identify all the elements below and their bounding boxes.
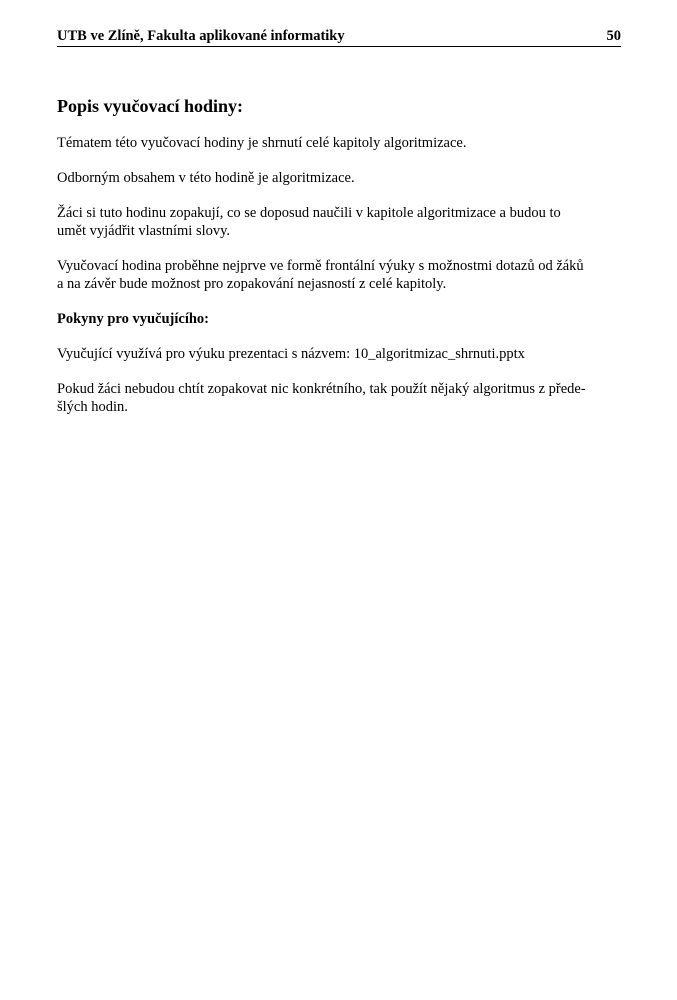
paragraph-presentation: Vyučující využívá pro výuku prezentaci s názvem: 10_algoritmizac_shrnuti.pptx	[57, 346, 525, 362]
paragraph-format: Vyučovací hodina proběhne nejprve ve formě frontální výuky s možnostmi dotazů od žáků a na závěr bude možnost pro zopakování nejasností z celé kapitoly.	[57, 258, 584, 292]
paragraph-content: Odborným obsahem v této hodině je algoritmizace.	[57, 170, 355, 186]
page-content	[57, 95, 621, 433]
paragraph-students: Žáci si tuto hodinu zopakují, co se doposud naučili v kapitole algoritmizace a budou to umět vyjádřit vlastními slovy.	[57, 205, 561, 239]
running-header	[57, 27, 621, 47]
section-heading: Popis vyučovací hodiny:	[57, 96, 244, 116]
paragraph-topic: Tématem této vyučovací hodiny je shrnutí celé kapitoly algoritmizace.	[57, 135, 467, 151]
instructions-heading: Pokyny pro vyučujícího:	[57, 311, 210, 327]
header-title: UTB ve Zlíně, Fakulta aplikované informatiky	[57, 28, 345, 44]
page-number: 50	[606, 28, 621, 44]
paragraph-fallback: Pokud žáci nebudou chtít zopakovat nic konkrétního, tak použít nějaký algoritmus z přede- šlých hodin.	[57, 381, 586, 415]
